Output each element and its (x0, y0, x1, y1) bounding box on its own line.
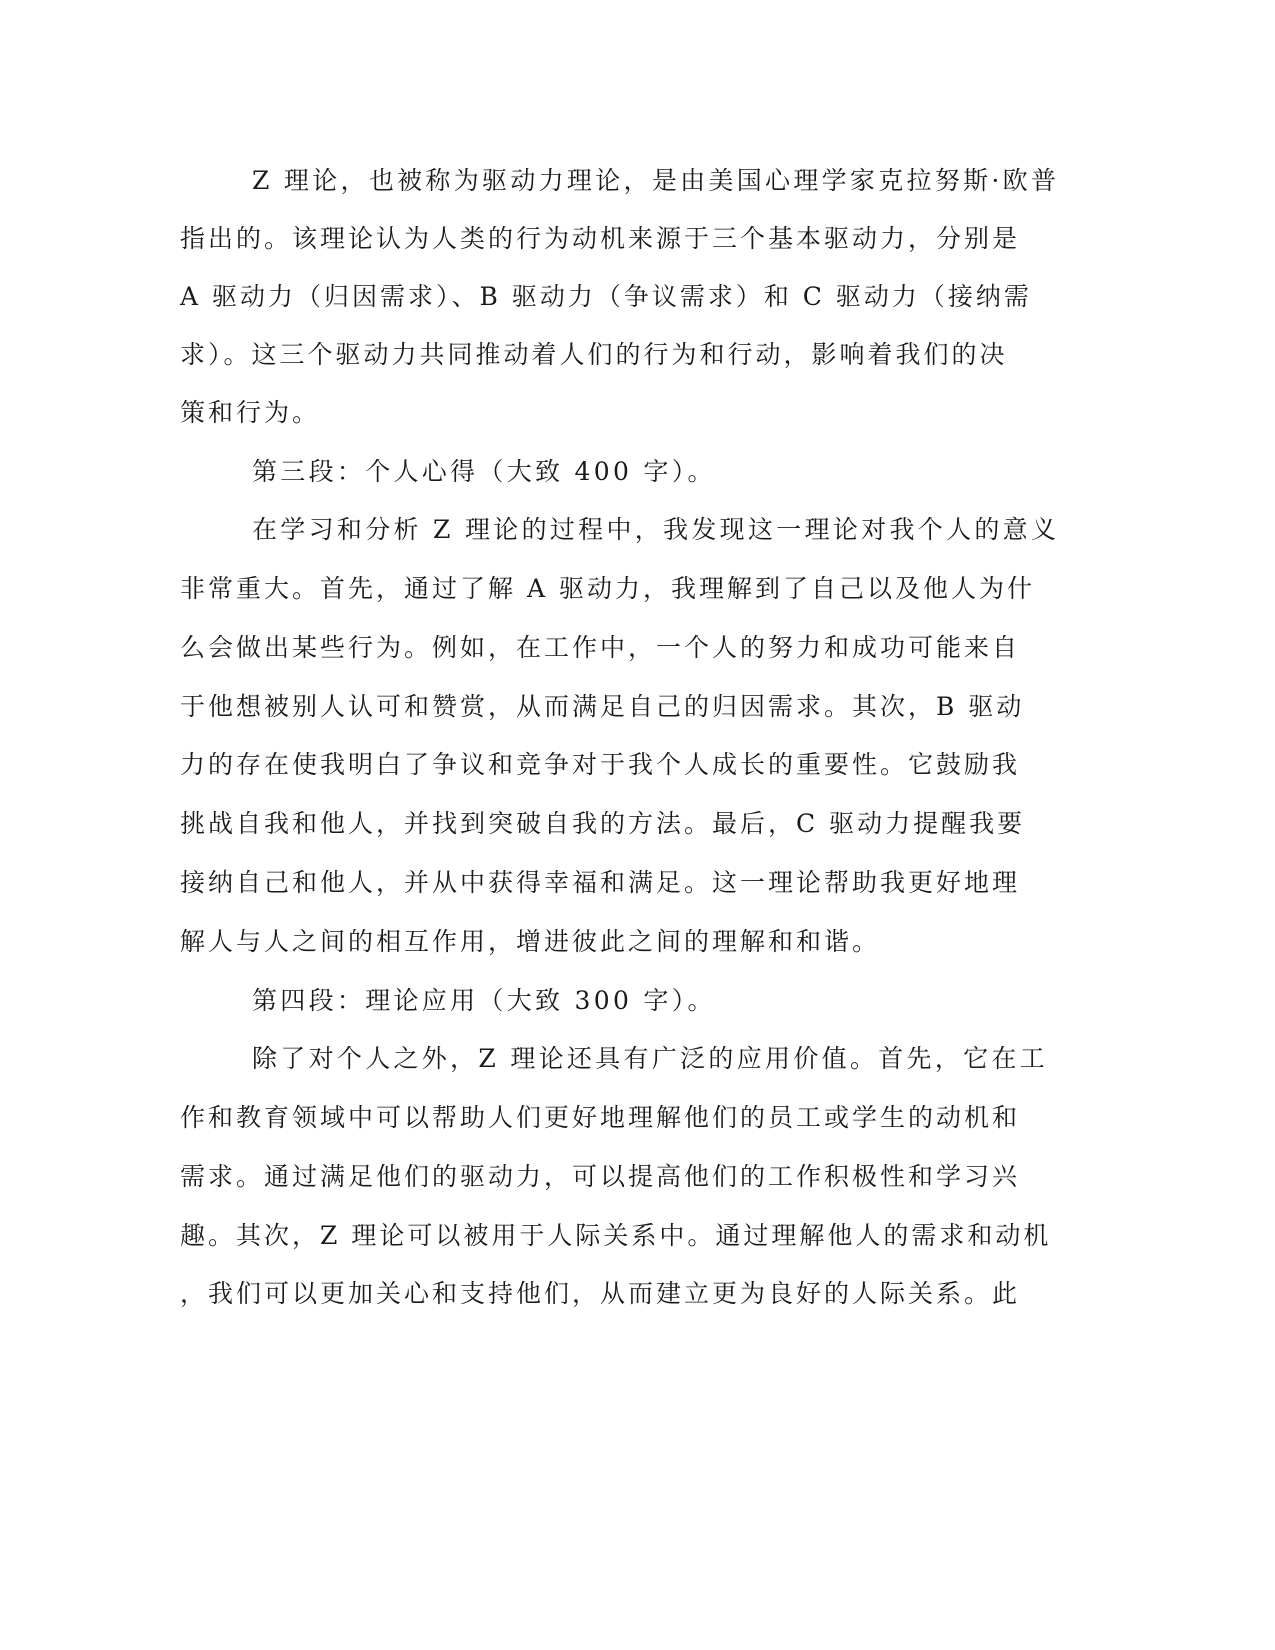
section-heading: 第三段：个人心得（大致 400 字）。 (252, 457, 716, 486)
text-line: 趣。其次，Z 理论可以被用于人际关系中。通过理解他人的需求和动机 (180, 1221, 1052, 1250)
text-line: ，我们可以更加关心和支持他们，从而建立更为良好的人际关系。此 (180, 1279, 1021, 1308)
text-line: 挑战自我和他人，并找到突破自我的方法。最后，C 驱动力提醒我要 (180, 809, 1026, 838)
text-line: 需求。通过满足他们的驱动力，可以提高他们的工作积极性和学习兴 (180, 1162, 1021, 1191)
text-line: 解人与人之间的相互作用，增进彼此之间的理解和和谐。 (180, 927, 881, 956)
text-line: 非常重大。首先，通过了解 A 驱动力，我理解到了自己以及他人为什 (180, 574, 1035, 603)
text-line: Z 理论，也被称为驱动力理论，是由美国心理学家克拉努斯·欧普 (252, 166, 1060, 195)
text-line: 力的存在使我明白了争议和竞争对于我个人成长的重要性。它鼓励我 (180, 750, 1021, 779)
text-line: 么会做出某些行为。例如，在工作中，一个人的努力和成功可能来自 (180, 633, 1021, 662)
text-line: 策和行为。 (180, 398, 321, 427)
text-line: 作和教育领域中可以帮助人们更好地理解他们的员工或学生的动机和 (180, 1103, 1021, 1132)
section-heading: 第四段：理论应用（大致 300 字）。 (252, 986, 716, 1015)
text-line: 于他想被别人认可和赞赏，从而满足自己的归因需求。其次，B 驱动 (180, 692, 1025, 721)
text-line: A 驱动力（归因需求）、B 驱动力（争议需求）和 C 驱动力（接纳需 (180, 282, 1032, 311)
text-line: 求）。这三个驱动力共同推动着人们的行为和行动，影响着我们的决 (180, 340, 1008, 369)
text-line: 除了对个人之外，Z 理论还具有广泛的应用价值。首先，它在工 (252, 1044, 1049, 1073)
text-line: 接纳自己和他人，并从中获得幸福和满足。这一理论帮助我更好地理 (180, 868, 1021, 897)
text-line: 指出的。该理论认为人类的行为动机来源于三个基本驱动力，分别是 (180, 224, 1021, 253)
text-line: 在学习和分析 Z 理论的过程中，我发现这一理论对我个人的意义 (252, 515, 1060, 544)
